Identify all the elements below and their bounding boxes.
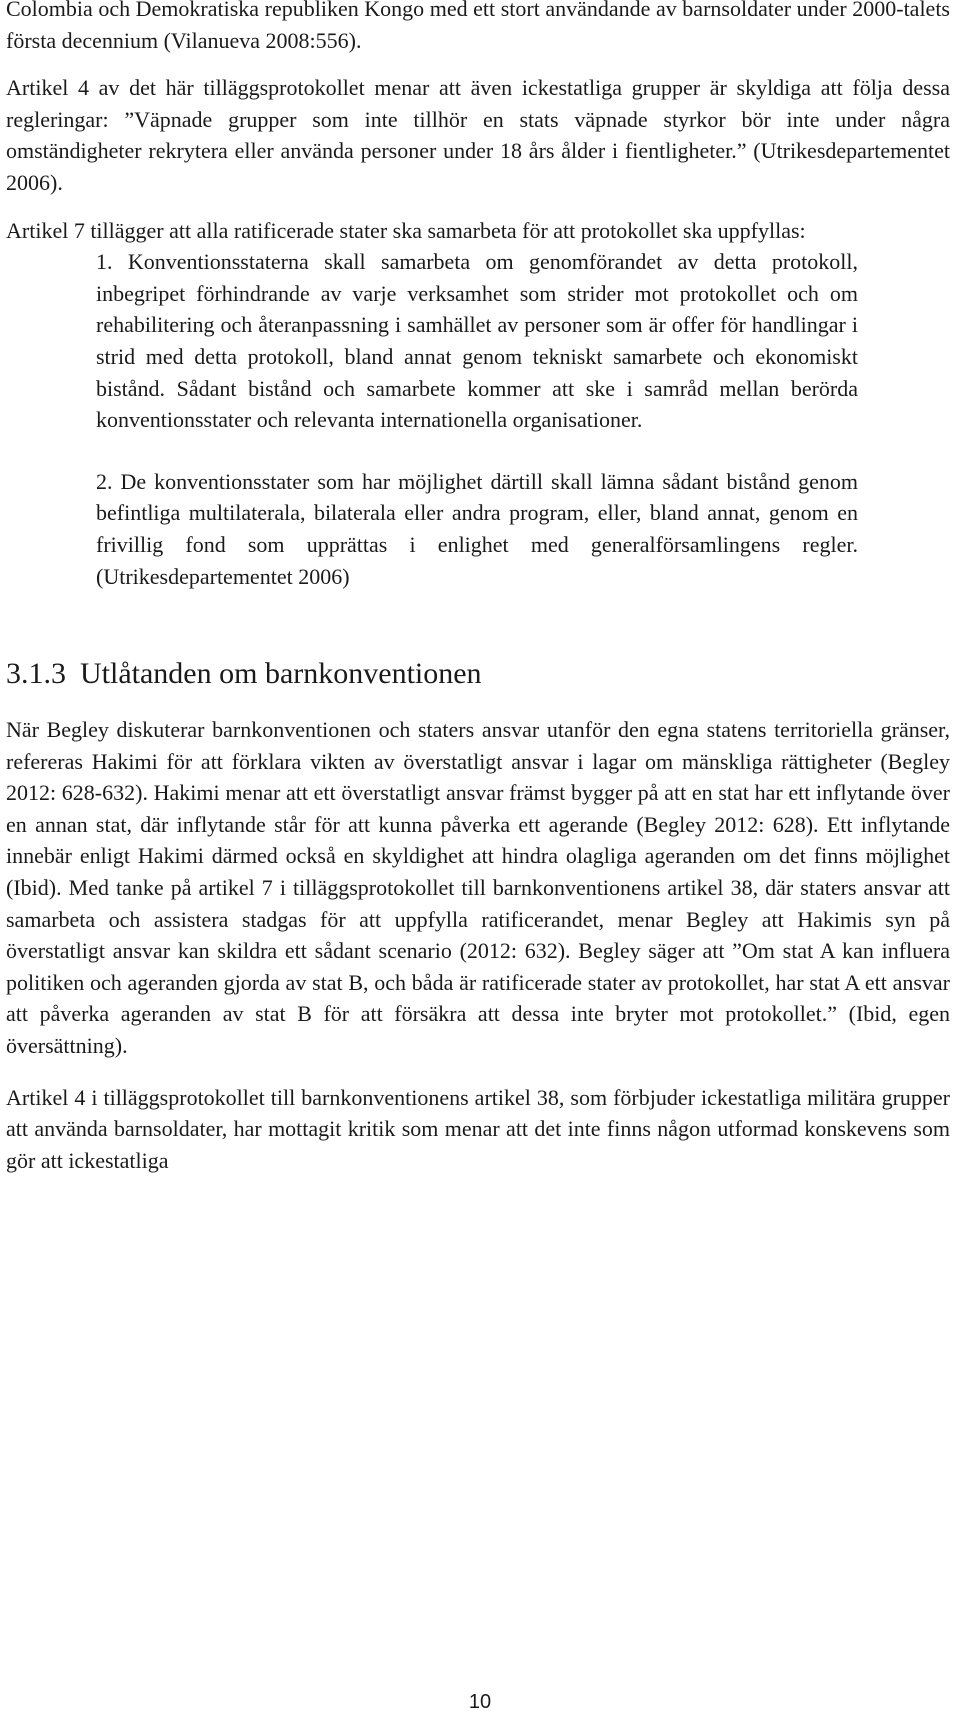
paragraph-article-4: Artikel 4 av det här tilläggsprotokollet menar att även ickestatliga grupper är skyldiga att följa dessa regleringar: ”Väpnade grupper som inte tillhör en stats väpnade styrkor bör inte under några omständigheter rekrytera eller använda personer under 18 års ålder i fientligheter.” (Utrikesdepartementet 2006).: [6, 75, 950, 195]
paragraph-article-4-criticism: Artikel 4 i tilläggsprotokollet till barnkonventionens artikel 38, som förbjuder ickestatliga militära grupper att använda barnsoldater, har mottagit kritik som menar att det inte finns någon utformad konskevens som gör att ickestatliga: [6, 1084, 950, 1173]
section-heading-number: 3.1.3: [6, 657, 66, 691]
quote-paragraph-2: 2. De konventionsstater som har möjlighet därtill skall lämna sådant bistånd genom befintliga multilaterala, bilaterala eller andra program, eller, bland annat, genom en frivillig fond som upprättas i enlighet med generalförsamlingens regler. (Utrikesdepartementet 2006): [96, 468, 858, 589]
block-quote: [96, 246, 858, 592]
document-page: [6, 0, 950, 1176]
page-number: 10: [468, 1691, 492, 1713]
paragraph-begley: När Begley diskuterar barnkonventionen och staters ansvar utanför den egna statens territoriella gränser, refereras Hakimi för att förklara vikten av överstatligt ansvar i lagar om mänskliga rättigheter (Begley 2012: 628-632). Hakimi menar att ett överstatligt ansvar främst bygger på att en stat har ett inflytande över en annan stat, där inflytande står för att kunna påverka ett agerande (Begley 2012: 628). Ett inflytande innebär enligt Hakimi därmed också en skyldighet att hindra olagliga ageranden om det finns möjlighet (Ibid). Med tanke på artikel 7 i tilläggsprotokollet till barnkonventionens artikel 38, där staters ansvar att samarbeta och assistera stadgas för att uppfylla ratificerandet, menar Begley att Hakimis syn på överstatligt ansvar kan skildra ett sådant scenario (2012: 632). Begley säger att ”Om stat A kan influera politiken och ageranden gjorda av stat B, och båda är ratificerade stater av protokollet, har stat A ett ansvar att påverka ageranden av stat B för att försäkra att dessa inte bryter mot protokollet.” (Ibid, egen översättning).: [6, 717, 950, 1059]
paragraph-intro-continued: Colombia och Demokratiska republiken Kongo med ett stort användande av barnsoldater under 2000-talets första decennium (Vilanueva 2008:556).: [6, 0, 950, 53]
paragraph-article-7: Artikel 7 tillägger att alla ratificerade stater ska samarbeta för att protokollet ska uppfyllas:: [6, 217, 806, 243]
quote-paragraph-1: 1. Konventionsstaterna skall samarbeta om genomförandet av detta protokoll, inbegripet förhindrande av varje verksamhet som strider mot protokollet och om rehabilitering och återanpassning i samhället av personer som är offer för handlingar i strid med detta protokoll, bland annat genom tekniskt samarbete och ekonomiskt bistånd. Sådant bistånd och samarbete kommer att ske i samråd mellan berörda konventionsstater och relevanta internationella organisationer.: [96, 249, 858, 433]
section-heading: [6, 654, 950, 694]
section-heading-title: Utlåtanden om barnkonventionen: [80, 657, 482, 691]
